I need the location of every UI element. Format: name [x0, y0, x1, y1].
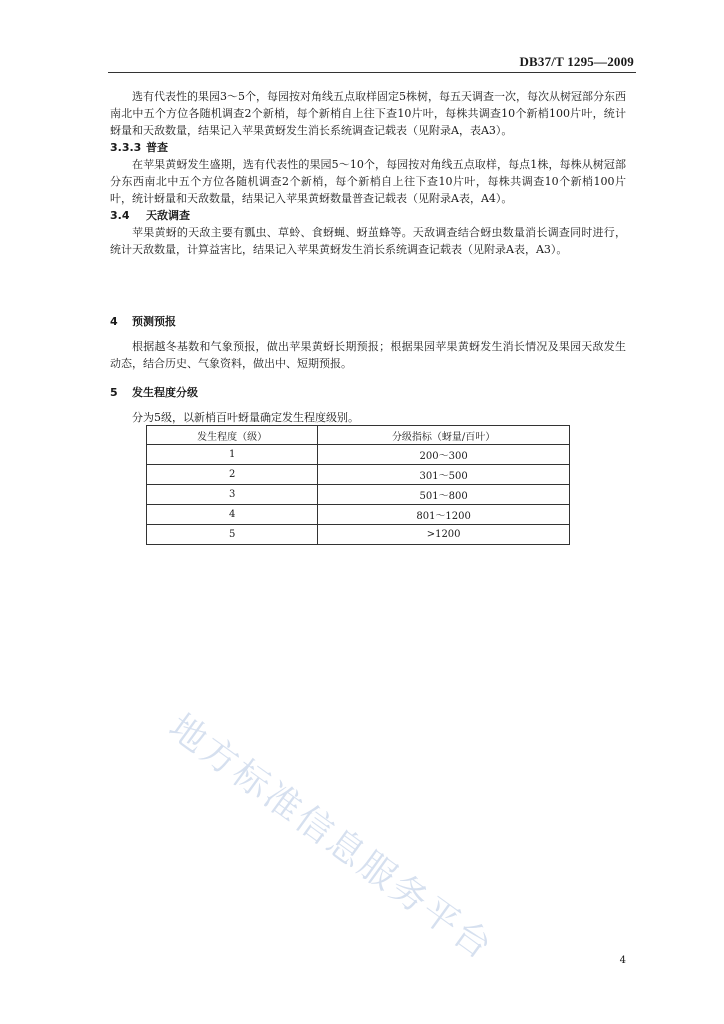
section-3-block [110, 88, 626, 258]
table-cell: 1 [147, 445, 318, 465]
spacer [110, 401, 626, 409]
table-header-cell: 分级指标（蚜量/百叶） [318, 426, 570, 445]
table-cell: 301～500 [318, 465, 570, 485]
table-row [147, 485, 570, 505]
table-row [147, 465, 570, 485]
heading-title: 普查 [146, 141, 168, 154]
page-number: 4 [619, 955, 626, 966]
heading-title: 发生程度分级 [132, 386, 198, 399]
table-cell: 5 [147, 525, 318, 545]
table-cell: >1200 [318, 525, 570, 545]
heading-number: 5 [110, 386, 118, 399]
table-cell: 4 [147, 505, 318, 525]
heading-4 [110, 313, 626, 330]
section-5-block [110, 384, 626, 426]
heading-3-3-3 [110, 139, 626, 156]
table-header-cell: 发生程度（级） [147, 426, 318, 445]
occurrence-grade-table [146, 425, 570, 545]
table-row [147, 525, 570, 545]
document-code-header: DB37/T 1295—2009 [519, 54, 634, 69]
paragraph-natural-enemy-survey: 苹果黄蚜的天敌主要有瓢虫、草蛉、食蚜蝇、蚜茧蜂等。天敌调查结合蚜虫数量消长调查同时进行，统计天敌数量，计算益害比，结果记入苹果黄蚜发生消长系统调查记载表（见附录A表，A3）。 [110, 226, 626, 256]
heading-title: 天敌调查 [146, 209, 190, 222]
heading-title: 预测预报 [132, 315, 176, 328]
spacer [110, 330, 626, 338]
heading-3-4 [110, 207, 626, 224]
section-4-block [110, 313, 626, 372]
table-cell: 200～300 [318, 445, 570, 465]
table-cell: 801～1200 [318, 505, 570, 525]
table-cell: 501～800 [318, 485, 570, 505]
table-cell: 3 [147, 485, 318, 505]
paragraph-grading-intro: 分为5级，以新梢百叶蚜量确定发生程度级别。 [132, 411, 359, 424]
heading-number: 4 [110, 315, 118, 328]
paragraph-general-survey: 在苹果黄蚜发生盛期，选有代表性的果园5～10个，每园按对角线五点取样，每点1株，每株从树冠部分东西南北中五个方位各随机调查2个新梢，每个新梢自上往下查10片叶，每株共调查10个新梢100片叶，统计蚜量和天敌数量，结果记入苹果黄蚜数量普查记载表（见附录A表，A4）。 [110, 158, 626, 205]
heading-number: 3.3.3 [110, 141, 142, 154]
heading-number: 3.4 [110, 209, 130, 222]
paragraph-forecast: 根据越冬基数和气象预报，做出苹果黄蚜长期预报；根据果园苹果黄蚜发生消长情况及果园天敌发生动态，结合历史、气象资料，做出中、短期预报。 [110, 340, 626, 370]
heading-5 [110, 384, 626, 401]
paragraph-systematic-survey: 选有代表性的果园3～5个，每园按对角线五点取样固定5株树，每五天调查一次，每次从树冠部分东西南北中五个方位各随机调查2个新梢，每个新梢自上往下查10片叶，每株共调查10个新梢100片叶，统计蚜量和天敌数量，结果记入苹果黄蚜发生消长系统调查记载表（见附录A，表A3）。 [110, 90, 626, 137]
header-rule [108, 72, 636, 73]
watermark-text: 地方标准信息服务平台 [161, 706, 501, 969]
table-header-row [147, 426, 570, 445]
table-row [147, 445, 570, 465]
table-row [147, 505, 570, 525]
table-cell: 2 [147, 465, 318, 485]
